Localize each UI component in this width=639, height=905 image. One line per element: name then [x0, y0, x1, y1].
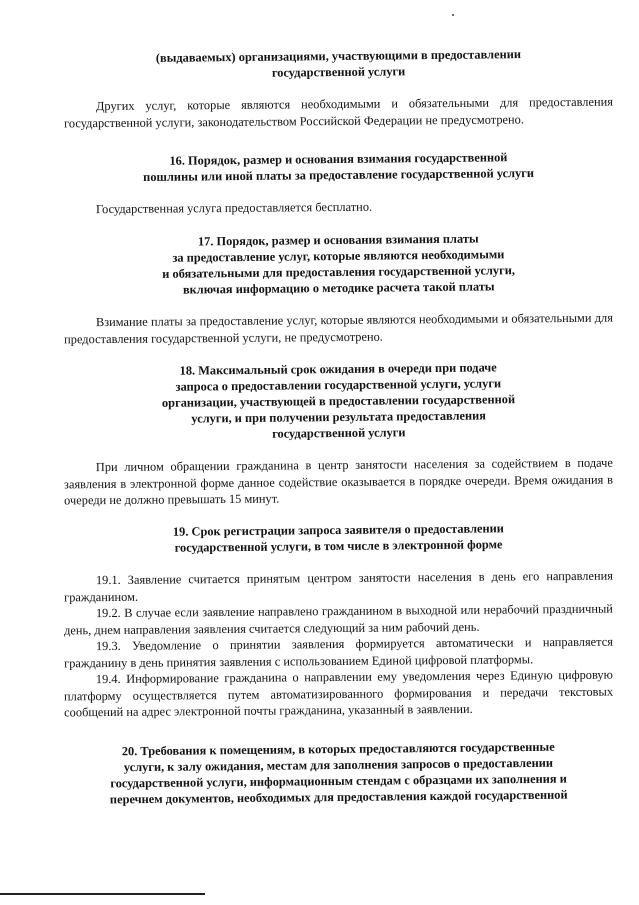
- heading-line: (выдаваемых) организациями, участвующими в предоставлении: [155, 47, 522, 65]
- heading-line: 19. Срок регистрации запроса заявителя о предоставлении: [172, 521, 504, 539]
- heading-line: услуги, к залу ожидания, местам для заполнения запросов о предоставлении: [123, 755, 554, 774]
- heading-line: 20. Требования к помещениям, в которых предоставляются государственные: [121, 739, 555, 758]
- heading-line: 16. Порядок, размер и основания взимания государственной: [169, 150, 508, 168]
- heading-line: за предоставление услуг, которые являются необходимыми: [172, 246, 505, 265]
- footnote-rule: [0, 893, 205, 895]
- section-17-heading: [64, 229, 614, 299]
- heading-line: и обязательными для предоставления государственной услуги,: [162, 262, 516, 281]
- heading-line: запроса о предоставлении государственной услуги, услуги: [175, 375, 502, 394]
- section-16-heading: [64, 148, 613, 186]
- heading-line: организации, участвующей в предоставлении государственной: [161, 391, 516, 410]
- section-20-heading: [64, 738, 614, 808]
- section-19-item-1: 19.1. Заявление считается принятым центром занятости населения в день его направления гражданином.: [64, 568, 613, 604]
- section-19-item-3: 19.3. Уведомление о принятии заявления формируется автоматически и направляется гражданину в день принятия заявления с использованием Единой цифровой платформы.: [64, 634, 613, 670]
- heading-line: государственной услуги: [271, 64, 406, 80]
- heading-line: перечнем документов, необходимых для предоставления каждой государственной: [109, 787, 568, 806]
- section-19-heading: [64, 519, 613, 557]
- heading-line: услуги, и при получении результата предоставления: [191, 407, 487, 426]
- section-18-paragraph: При личном обращении гражданина в центр занятости населения за содействием в подаче заявления в электронной форме данное содействие оказывается в порядке очереди. Время ожидания в очереди не должно превышать 15 минут.: [63, 455, 614, 507]
- heading-line: 18. Максимальный срок ожидания в очереди при подаче: [179, 359, 497, 378]
- intro-paragraph: Других услуг, которые являются необходимыми и обязательными для предоставления государственной услуги, законодательством Российской Федерации не предусмотрено.: [64, 94, 613, 130]
- section-16-paragraph: Государственная услуга предоставляется бесплатно.: [95, 199, 373, 217]
- heading-line: государственной услуги, в том числе в электронной форме: [174, 537, 503, 555]
- heading-line: включая информацию о методике расчета такой платы: [182, 278, 495, 297]
- heading-line: государственной услуги: [272, 424, 406, 441]
- intro-heading: [64, 45, 613, 83]
- scan-speck: [452, 14, 454, 16]
- section-17-paragraph: Взимание платы за предоставление услуг, которые являются необходимыми и обязательными для предоставления государственной услуги, не предусмотрено.: [64, 310, 613, 346]
- section-19-item-2: 19.2. В случае если заявление направлено гражданином в выходной или нерабочий праздничный день, днем направления заявления считается следующий за ним рабочий день.: [64, 601, 613, 637]
- heading-line: государственной услуги, информационным стендам с образцами их заполнения и: [110, 771, 567, 790]
- section-18-heading: [64, 358, 614, 444]
- heading-line: 17. Порядок, размер и основания взимания платы: [197, 231, 479, 248]
- heading-line: пошлины или иной платы за предоставление государственной услуги: [143, 165, 535, 185]
- section-19-item-4: 19.4. Информирование гражданина о направлении ему уведомления через Единую цифровую платформу осуществляется путем автоматизированного формирования и передачи текстовых сообщений на адрес электронной почты гражданина, указанный в заявлении.: [63, 667, 614, 720]
